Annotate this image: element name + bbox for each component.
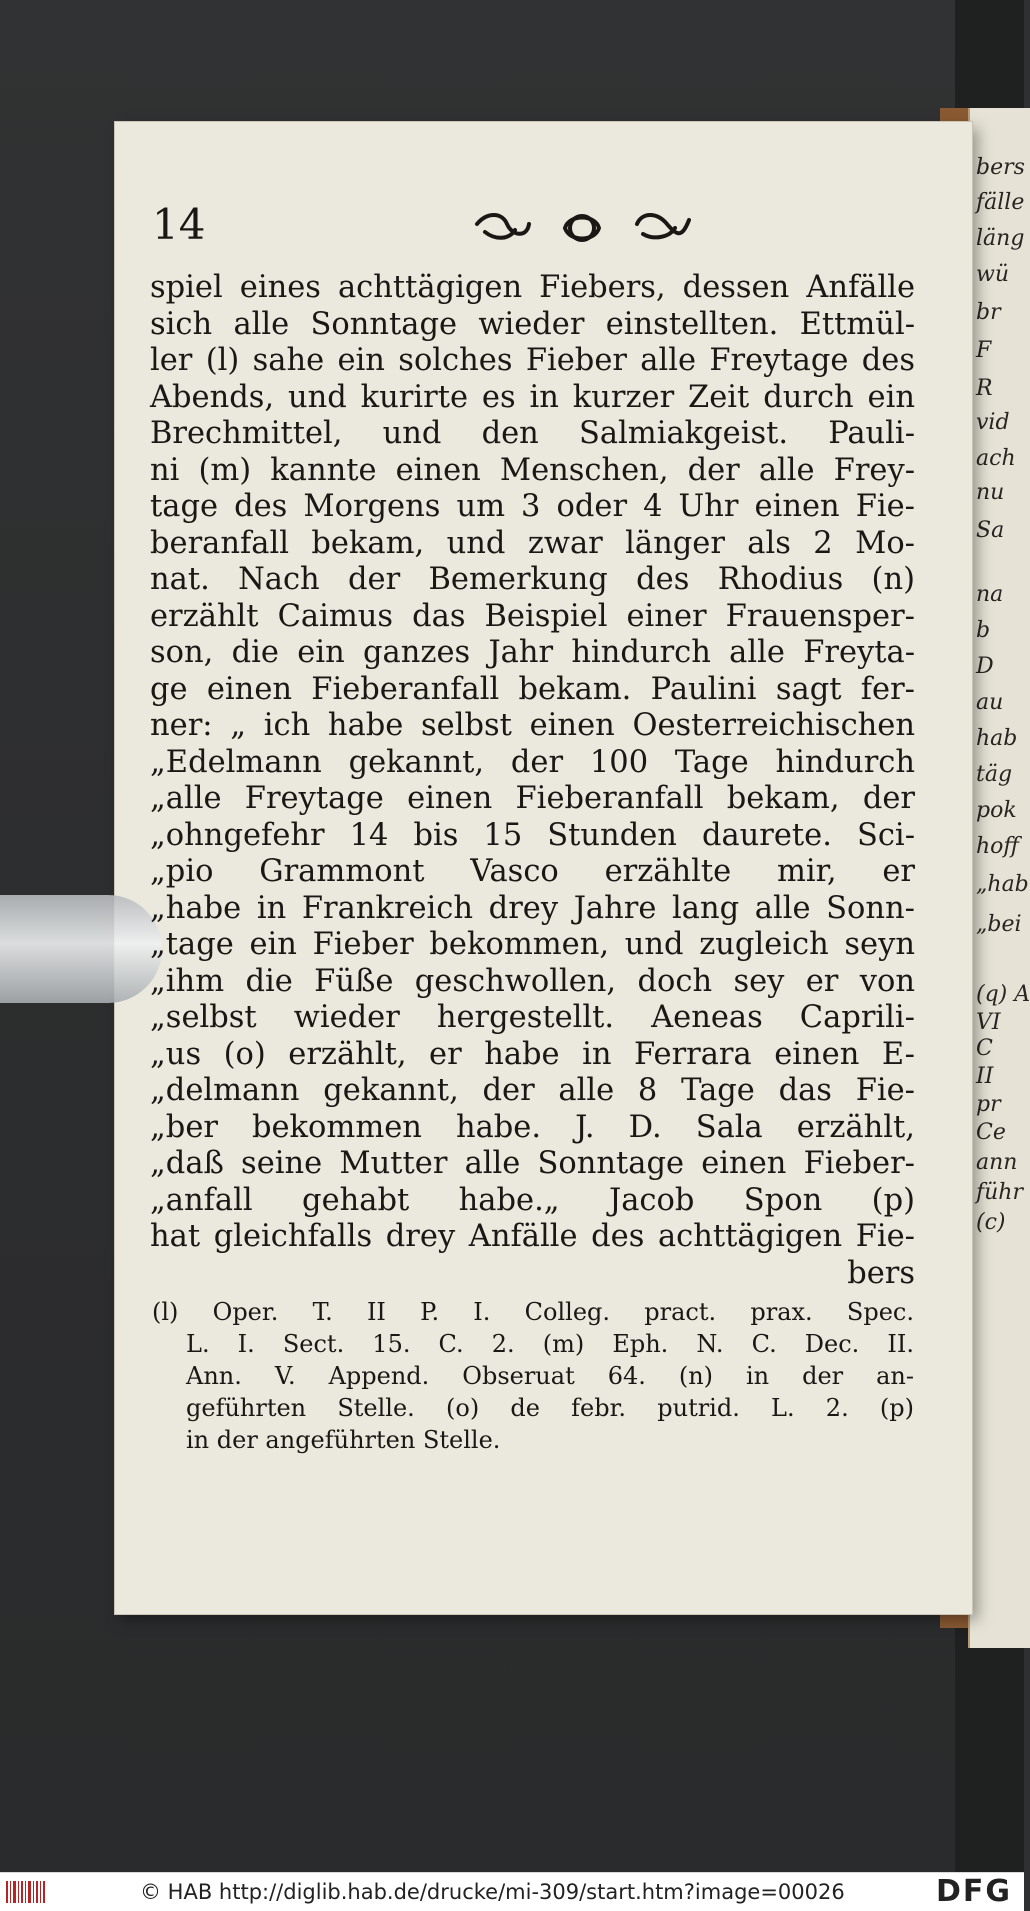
text-line: nat. Nach der Bemerkung des Rhodius (n) (150, 562, 915, 597)
text-line: „ihm die Füße geschwollen, doch sey er von (150, 963, 915, 999)
next-page-text: „bei (976, 912, 1022, 937)
text-line: „pio Grammont Vasco erzählte mir, er (150, 854, 915, 889)
next-page-text: R (976, 376, 993, 401)
next-page-text: (q) A (976, 982, 1030, 1007)
text-line: „habe in Frankreich drey Jahre lang alle Sonn- (150, 890, 915, 926)
next-page-text: pr (976, 1092, 1001, 1117)
footnote-line: geführten Stelle. (o) de febr. putrid. L. 2. (p) (186, 1394, 914, 1422)
footnote-line: Ann. V. Append. Obseruat 64. (n) in der an- (186, 1362, 914, 1390)
text-line: „ber bekommen habe. J. D. Sala erzählt, (150, 1109, 915, 1145)
next-page-text: (c) (976, 1210, 1006, 1235)
next-page-text: na (976, 582, 1004, 607)
text-line: Abends, und kurirte es in kurzer Zeit durch ein (150, 379, 915, 415)
next-page-text: vid (976, 410, 1010, 435)
text-line: Brechmittel, und den Salmiakgeist. Pauli- (150, 416, 915, 451)
next-page-text: bers (976, 155, 1025, 180)
next-page-fragment (968, 108, 1030, 1648)
next-page-text: br (976, 300, 1001, 325)
footnote-line: L. I. Sect. 15. C. 2. (m) Eph. N. C. Dec. II. (186, 1330, 914, 1358)
text-line: „ohngefehr 14 bis 15 Stunden daurete. Sci- (150, 817, 915, 853)
text-line: ner: „ ich habe selbst einen Oesterreichischen (150, 708, 915, 743)
next-page-text: führ (976, 1180, 1023, 1205)
dfg-logo: DFG (935, 1874, 1012, 1909)
footnotes (152, 1296, 914, 1456)
next-page-text: II (976, 1064, 994, 1089)
next-page-text: au (976, 690, 1004, 715)
next-page-text: b (976, 618, 991, 643)
text-line: „daß seine Mutter alle Sonntage einen Fieber- (150, 1146, 915, 1181)
text-line: ni (m) kannte einen Menschen, der alle Frey- (150, 452, 915, 488)
next-page-text: D (976, 654, 994, 679)
next-page-text: „hab (976, 872, 1029, 897)
next-page-text: Ce (976, 1120, 1006, 1145)
text-line: hat gleichfalls drey Anfälle des achttägigen Fie- (150, 1219, 915, 1254)
page-clamp (0, 895, 162, 1003)
next-page-text: ach (976, 446, 1016, 471)
next-page-text: Sa (976, 518, 1005, 543)
ornament-icon (457, 204, 707, 252)
next-page-text: wü (976, 262, 1009, 287)
text-line: sich alle Sonntage wieder einstellten. Ettmül- (150, 306, 915, 342)
text-line: tage des Morgens um 3 oder 4 Uhr einen Fie- (150, 489, 915, 524)
next-page-text: nu (976, 480, 1005, 505)
next-page-text: täg (976, 762, 1013, 787)
page-header (152, 200, 912, 260)
text-line: „us (o) erzählt, er habe in Ferrara einen E- (150, 1036, 915, 1072)
next-page-text: C (976, 1036, 993, 1061)
text-line: „delmann gekannt, der alle 8 Tage das Fie- (150, 1073, 915, 1108)
body-text (150, 270, 915, 1292)
next-page-text: F (976, 338, 992, 363)
page-number: 14 (152, 200, 206, 249)
footnote-line: (l) Oper. T. II P. I. Colleg. pract. prax. Spec. (152, 1298, 914, 1326)
text-line: ge einen Fieberanfall bekam. Paulini sagt fer- (150, 671, 915, 707)
copyright-url[interactable]: © HAB http://diglib.hab.de/drucke/mi-309/start.htm?image=00026 (140, 1880, 845, 1904)
text-line: beranfall bekam, und zwar länger als 2 Mo- (150, 525, 915, 561)
text-line: „alle Freytage einen Fieberanfall bekam, der (150, 781, 915, 816)
text-line: ler (l) sahe ein solches Fieber alle Freytage des (150, 343, 915, 378)
text-line: son, die ein ganzes Jahr hindurch alle Freyta- (150, 635, 915, 670)
next-page-text: hoff (976, 834, 1020, 859)
status-bar (0, 1872, 1024, 1911)
next-page-text: hab (976, 726, 1018, 751)
next-page-text: VI (976, 1010, 1001, 1035)
footnote-line: in der angeführten Stelle. (186, 1426, 501, 1454)
text-line: spiel eines achttägigen Fiebers, dessen Anfälle (150, 270, 915, 305)
next-page-text: ann (976, 1150, 1018, 1175)
text-line: „tage ein Fieber bekommen, und zugleich seyn (150, 927, 915, 962)
text-line: erzählt Caimus das Beispiel einer Frauensper- (150, 598, 915, 634)
catchword: bers (847, 1255, 915, 1291)
next-page-text: läng (976, 226, 1025, 251)
next-page-text: fälle (976, 190, 1025, 215)
text-line: „anfall gehabt habe.„ Jacob Spon (p) (150, 1182, 915, 1218)
next-page-text: pok (976, 798, 1017, 823)
text-line: „selbst wieder hergestellt. Aeneas Caprili- (150, 1000, 915, 1035)
text-line: „Edelmann gekannt, der 100 Tage hindurch (150, 744, 915, 780)
barcode-icon (6, 1879, 46, 1905)
